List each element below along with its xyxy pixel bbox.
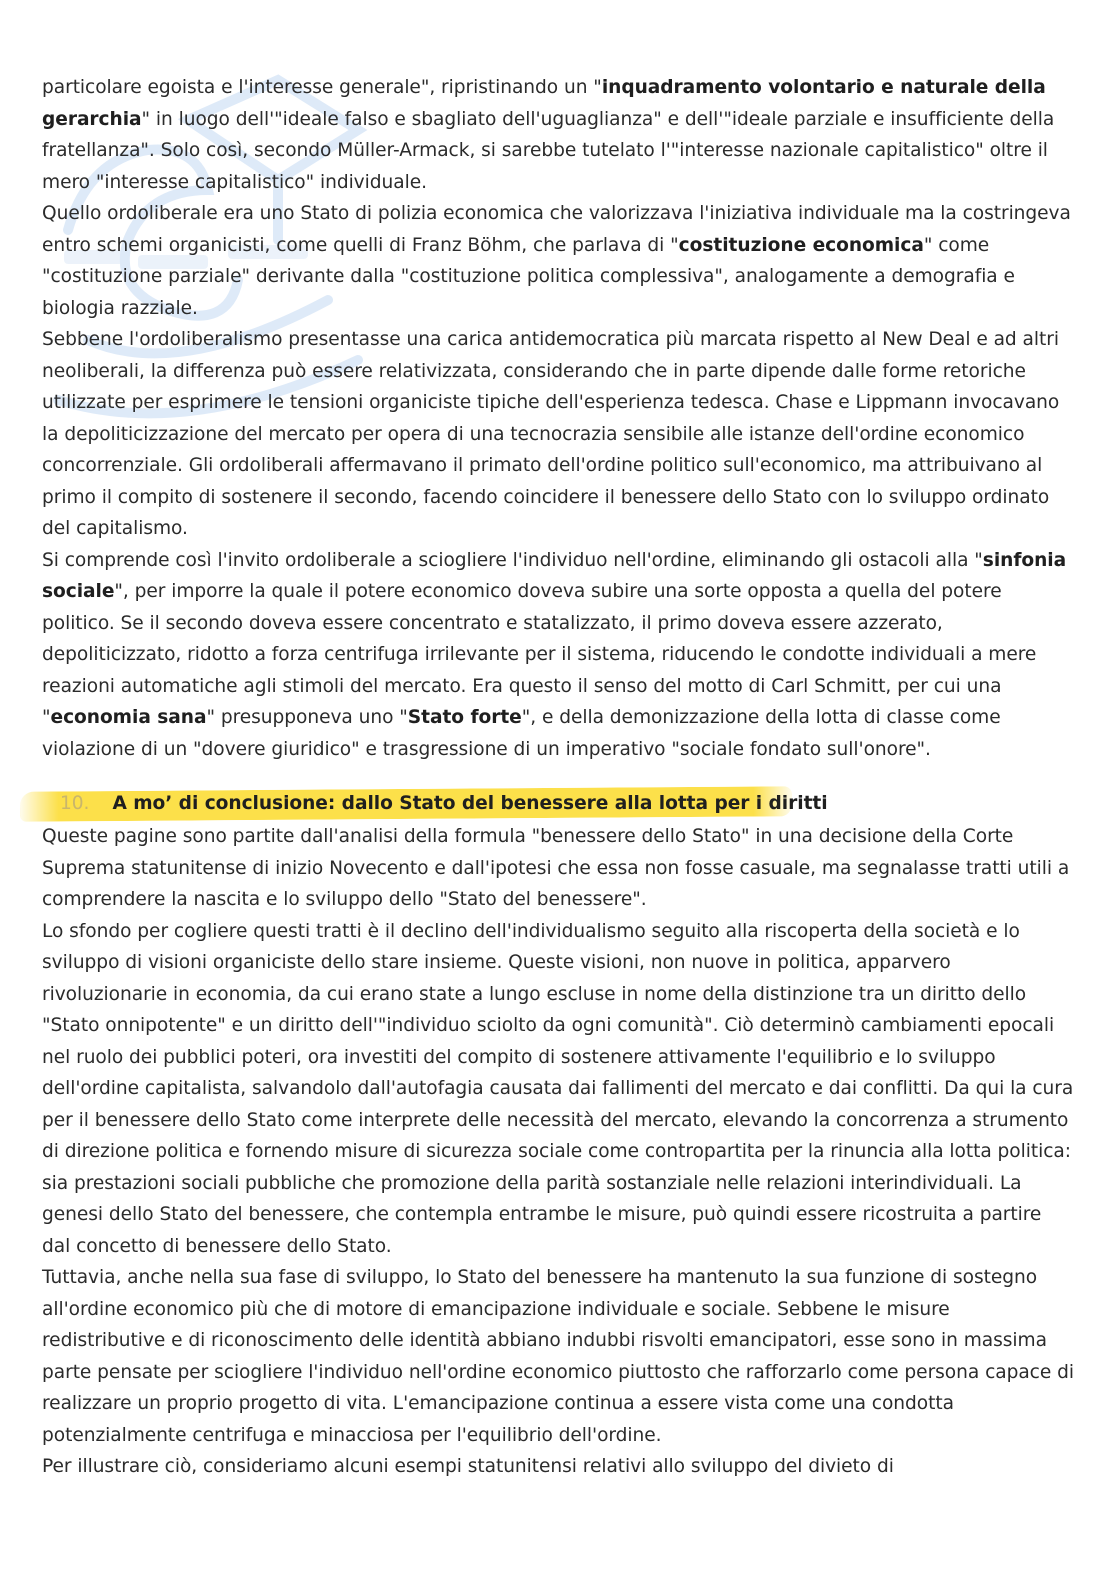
bold-text: economia sana — [50, 707, 207, 728]
bold-text: sinfonia sociale — [42, 549, 1067, 602]
text-segment: ", per imporre la quale il potere economico doveva subire una sorte opposta a quella del potere politico. Se il secondo doveva essere concentrato e statalizzato, il primo doveva essere azzerato, depoliticizzato, ridotto a forza centrifuga irrilevante per il sistema, riducendo le condotte individuali a mere reazioni automatiche agli stimoli del mercato. Era questo il senso del motto di Carl Schmitt, per cui una " — [42, 581, 1037, 728]
text-segment: Lo sfondo per cogliere questi tratti è il declino dell'individualismo seguito alla riscoperta della società e lo sviluppo di visioni organiciste dello stare insieme. Queste visioni, non nuove in politica, apparvero rivoluzionarie in economia, da cui erano state a lungo escluse in nome della distinzione tra un diritto dello "Stato onnipotente" e un diritto dell'"individuo sciolto da ogni comunità". Ciò determinò cambiamenti epocali nel ruolo dei pubblici poteri, ora investiti del compito di sostenere attivamente l'equilibrio e lo sviluppo dell'ordine capitalista, salvandolo dall'autofagia causata dai fallimenti del mercato e dai conflitti. Da qui la cura per il benessere dello Stato come interprete delle necessità del mercato, elevando la concorrenza a strumento di direzione politica e fornendo misure di sicurezza sociale come contropartita per la rinuncia alla lotta politica: sia prestazioni sociali pubbliche che promozione della parità sostanziale nelle relazioni interindividuali. La genesi dello Stato del benessere, che contempla entrambe le misure, può quindi essere ricostruita a partire dal concetto di benessere dello Stato. — [42, 920, 1074, 1257]
document-body — [42, 72, 1074, 1483]
text-segment: " presupponeva uno " — [206, 707, 408, 728]
text-segment: particolare egoista e l'interesse generale", ripristinando un " — [42, 77, 602, 98]
text-segment: Queste pagine sono partite dall'analisi della formula "benessere dello Stato" in una decisione della Corte Suprema statunitense di inizio Novecento e dall'ipotesi che essa non fosse casuale, ma segnalasse tratti utili a comprendere la nascita e lo sviluppo dello "Stato del benessere". — [42, 826, 1070, 910]
section-number: 10. — [60, 793, 90, 814]
bold-text: costituzione economica — [678, 234, 924, 256]
bold-text: inquadramento volontario e naturale della gerarchia — [42, 77, 1046, 130]
paragraphs-before — [42, 72, 1074, 765]
paragraph-7 — [42, 1262, 1074, 1451]
text-segment: Per illustrare ciò, consideriamo alcuni esempi statunitensi relativi allo sviluppo del divieto di — [42, 1456, 894, 1477]
bold-text: Stato forte — [407, 707, 522, 728]
paragraph-2 — [42, 198, 1074, 324]
paragraph-1 — [42, 72, 1074, 198]
paragraph-3 — [42, 324, 1074, 545]
text-segment: Tuttavia, anche nella sua fase di sviluppo, lo Stato del benessere ha mantenuto la sua funzione di sostegno all'ordine economico più che di motore di emancipazione individuale e sociale. Sebbene le misure redistributive e di riconoscimento delle identità abbiano indubbi risvolti emancipatori, esse sono in massima parte pensate per sciogliere l'individuo nell'ordine economico piuttosto che rafforzarlo come persona capace di realizzare un proprio progetto di vita. L'emancipazione continua a essere vista come una condotta potenzialmente centrifuga e minacciosa per l'equilibrio dell'ordine. — [42, 1267, 1074, 1446]
section-title: A mo’ di conclusione: dallo Stato del benessere alla lotta per i diritti — [112, 793, 828, 814]
section-heading — [42, 787, 1074, 821]
paragraph-5 — [42, 821, 1074, 916]
text-segment: Quello ordoliberale era uno Stato di polizia economica che valorizzava l'iniziativa individuale ma la costringeva entro schemi organicisti, come quelli di Franz Böhm, che parlava di " — [42, 203, 1071, 256]
text-segment: Si comprende così l'invito ordoliberale a sciogliere l'individuo nell'ordine, eliminando gli ostacoli alla " — [42, 549, 983, 571]
paragraph-4 — [42, 545, 1074, 766]
text-segment: " in luogo dell'"ideale falso e sbagliato dell'uguaglianza" e dell'"ideale parziale e insufficiente della fratellanza". Solo così, secondo Müller-Armack, si sarebbe tutelato l'"interesse nazionale capitalistico" oltre il mero "interesse capitalistico" individuale. — [42, 108, 1055, 193]
paragraph-8 — [42, 1451, 1074, 1483]
text-segment: " come "costituzione parziale" derivante dalla "costituzione politica complessiva", analogamente a demografia e biologia razziale. — [42, 234, 1015, 319]
paragraphs-after — [42, 821, 1074, 1483]
text-segment: Sebbene l'ordoliberalismo presentasse una carica antidemocratica più marcata rispetto al New Deal e ad altri neoliberali, la differenza può essere relativizzata, considerando che in parte dipende dalle forme retoriche utilizzate per esprimere le tensioni organiciste tipiche dell'esperienza tedesca. Chase e Lippmann invocavano la depoliticizzazione del mercato per opera di una tecnocrazia sensibile alle istanze dell'ordine economico concorrenziale. Gli ordoliberali affermavano il primato dell'ordine politico sull'economico, ma attribuivano al primo il compito di sostenere il secondo, facendo coincidere il benessere dello Stato con lo sviluppo ordinato del capitalismo. — [42, 329, 1060, 539]
paragraph-6 — [42, 916, 1074, 1263]
text-segment: ", e della demonizzazione della lotta di classe come violazione di un "dovere giuridico" e trasgressione di un imperativo "sociale fondato sull'onore". — [42, 707, 1001, 760]
